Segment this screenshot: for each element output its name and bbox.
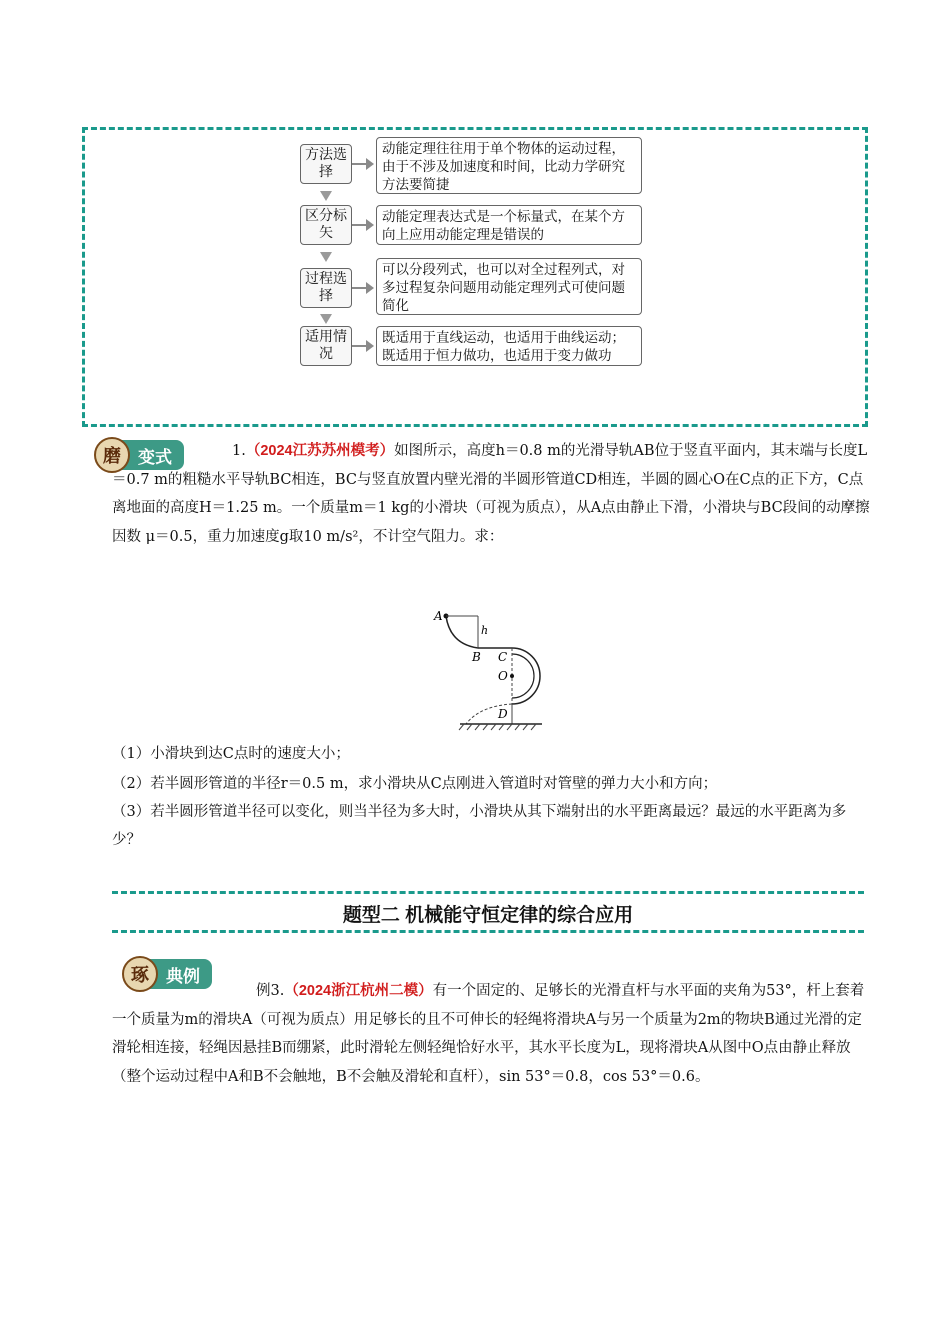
label-o: O xyxy=(498,669,508,683)
badge-circle-icon: 琢 xyxy=(122,956,158,992)
example3-text: 有一个固定的、足够长的光滑直杆与水平面的夹角为53°，杆上套着一个质量为m的滑块A（可视为质点）用足够长的且不可伸长的轻绳将滑块A与另一个质量为2m的物块B通过光滑的定滑轮相连接，轻绳因悬挂B而绷紧，此时滑轮左侧轻绳恰好水平，其水平长度为L，现将滑块A从图中O点由静止释放（整个运动过程中A和B不会触地，B不会触及滑轮和直杆），sin 53°＝0.8，cos 53°＝0.6。 xyxy=(112,983,865,1085)
problem1-source: （2024江苏苏州模考） xyxy=(245,443,395,459)
track-ab xyxy=(446,616,478,648)
label-a: A xyxy=(434,609,443,623)
badge-circle-icon: 磨 xyxy=(94,437,130,473)
arrow-right-icon xyxy=(366,158,374,170)
problem1-paragraph xyxy=(112,437,874,551)
summary-tag-method: 方法选择 xyxy=(300,144,352,184)
example3-source: （2024浙江杭州二模） xyxy=(284,983,433,999)
arrow-right-icon xyxy=(366,340,374,352)
arrow-right-icon xyxy=(366,219,374,231)
pipe-inner xyxy=(512,654,534,698)
label-c: C xyxy=(498,650,508,664)
section-divider-top xyxy=(112,891,864,894)
example3-number: 例3. xyxy=(256,983,285,999)
label-d: D xyxy=(498,707,508,721)
summary-desc-process: 可以分段列式，也可以对全过程列式，对多过程复杂问题用动能定理列式可使问题简化 xyxy=(376,258,642,315)
label-b: B xyxy=(472,650,481,664)
question-3: （3）若半圆形管道半径可以变化，则当半径为多大时，小滑块从其下端射出的水平距离最远？最远的水平距离为多少？ xyxy=(112,804,847,848)
section-title: 题型二 机械能守恒定律的综合应用 xyxy=(342,905,634,926)
ground-hatch xyxy=(459,724,536,730)
center-dot xyxy=(510,674,514,678)
summary-tag-process: 过程选择 xyxy=(300,268,352,308)
example3-paragraph xyxy=(112,977,874,1091)
arrow-down-icon xyxy=(320,252,332,262)
question-2: （2）若半圆形管道的半径r＝0.5 m，求小滑块从C点刚进入管道时对管壁的弹力大小和方向； xyxy=(112,776,718,792)
problem1-number: 1. xyxy=(232,443,246,459)
arrow-right-icon xyxy=(366,282,374,294)
summary-desc-scalar: 动能定理表达式是一个标量式，在某个方向上应用动能定理是错误的 xyxy=(376,205,642,245)
label-h: h xyxy=(481,624,489,637)
summary-tag-scalar: 区分标矢 xyxy=(300,205,352,245)
track-figure xyxy=(430,606,550,734)
summary-desc-method: 动能定理往往用于单个物体的运动过程，由于不涉及加速度和时间，比动力学研究方法要简捷 xyxy=(376,137,642,194)
summary-tag-scope: 适用情况 xyxy=(300,326,352,366)
question-1: （1）小滑块到达C点时的速度大小； xyxy=(112,746,350,762)
arrow-down-icon xyxy=(320,314,332,324)
arrow-down-icon xyxy=(320,191,332,201)
badge-label: 典例 xyxy=(150,959,212,989)
summary-desc-scope: 既适用于直线运动，也适用于曲线运动；既适用于恒力做功，也适用于变力做功 xyxy=(376,326,642,366)
section-divider-bottom xyxy=(112,930,864,933)
problem1-text: 如图所示，高度h＝0.8 m的光滑导轨AB位于竖直平面内，其末端与长度L＝0.7 m的粗糙水平导轨BC相连，BC与竖直放置内壁光滑的半圆形管道CD相连，半圆的圆心O在C点的正下方，C点离地面的高度H＝1.25 m。一个质量m＝1 kg的小滑块（可视为质点），从A点由静止下滑，小滑块与BC段间的动摩擦因数 μ＝0.5，重力加速度g取10 m/s²，不计空气阻力。求： xyxy=(112,443,870,545)
pipe-outer xyxy=(512,648,540,704)
badge-label: 变式 xyxy=(122,440,184,470)
